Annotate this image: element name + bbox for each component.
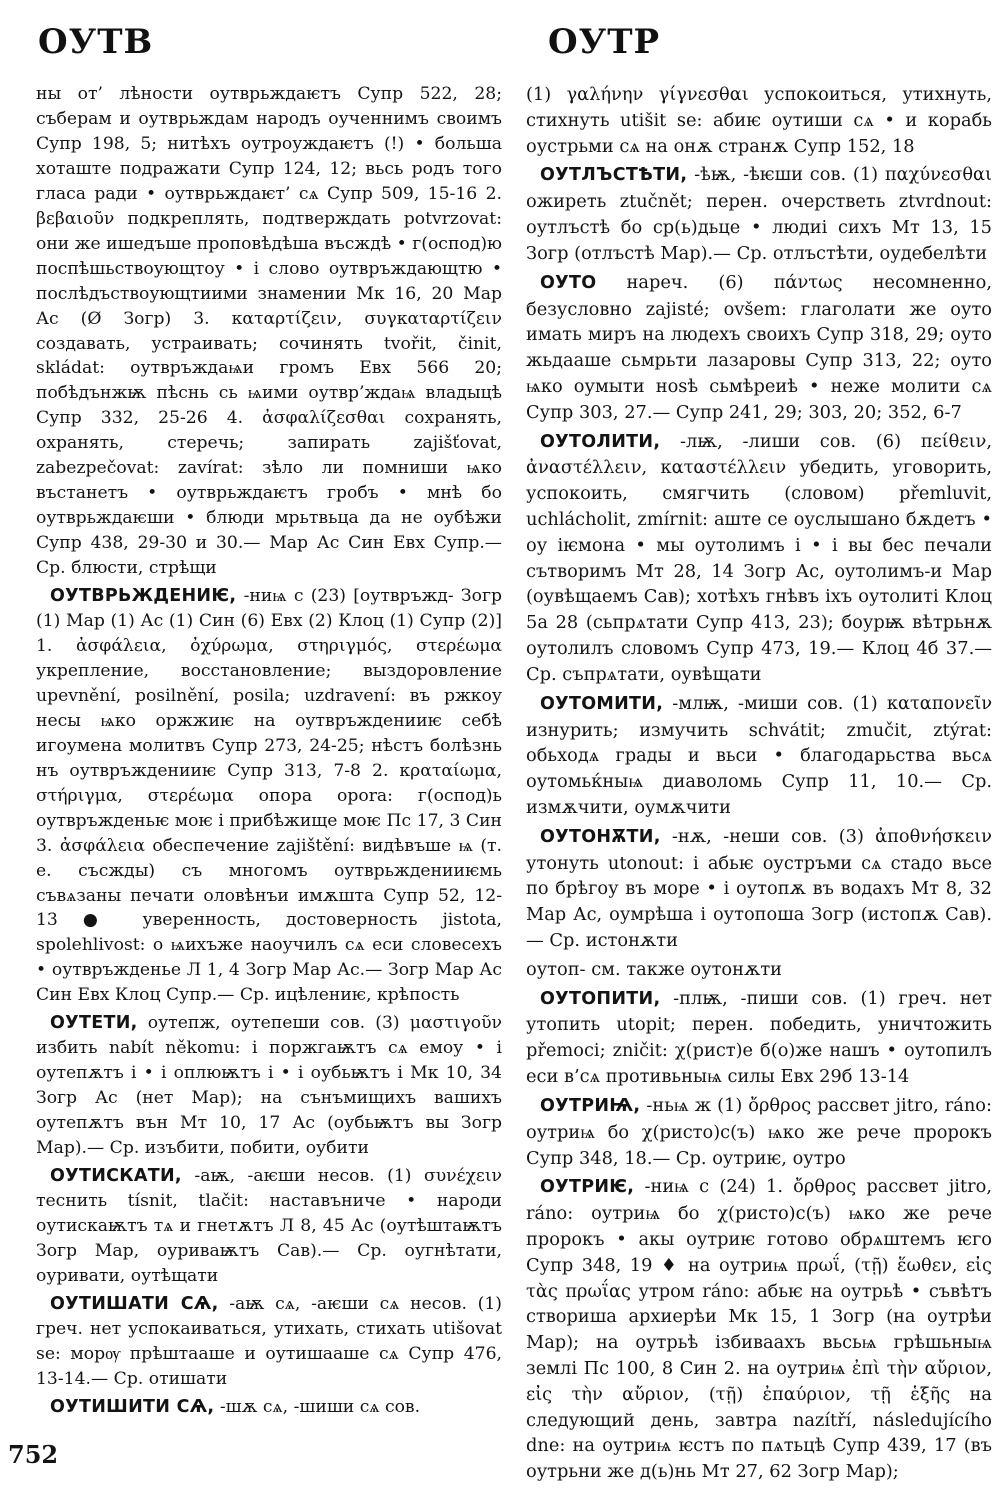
entry-body: -ѣѭ, -ѣѥши сов. (1) παχύνεσθαι ожиреть ztučnět; перен. очерстветь ztvrdnout: оутлъстѣ бо ср(ь)дьце • людиі сихъ Мт 13, 15 Зогр (отлъстѣ Мар).— Ср. отлъстѣти, оудебелѣти	[526, 164, 993, 264]
entry-headword: ОУТРИѨ,	[540, 1095, 641, 1116]
dictionary-entry-outomiti	[526, 691, 992, 821]
dictionary-entry-cont	[36, 82, 502, 581]
entry-body: -нѫ, -неши сов. (3) ἀποθνήσκειν утонуть utonout: і абьѥ оустръми сѧ стадо вьсе по брѣгоу въ море • і оутопѫ въ водахъ Мт 8, 32 Мар Ас, оумрѣша і оутопоша Зогр (истопѫ Сав).— Ср. истонѫти	[526, 825, 992, 951]
entry-body: -аѭ, -аѥши несов. (1) συνέχειν теснить tísnit, tlačit: наставъниче • народи оутискаѭтъ тѧ и гнетѫтъ Л 8, 45 Ас (оутѣштаѭтъ Зогр Мар, оуриваѭтъ Сав).— Ср. оугнѣтати, оуривати, оутѣщати	[36, 1165, 503, 1286]
entry-body: -шѫ сѧ, -шиши сѧ сов.	[219, 1396, 421, 1417]
entry-headword: ОУТОПИТИ,	[540, 988, 661, 1009]
dictionary-entry-outoliti	[526, 429, 992, 688]
entry-headword: ОУТРИѤ,	[540, 1177, 635, 1198]
entry-body: -млѭ, -миши сов. (1) καταπονεῖν изнурить; измучить schvátit; zmučit, ztýrat: обьходѧ грады и вьси • благодарьства вьсѧ оутомьќныѩ диаволомь Супр 11, 10.— Ср. измѫчити, оумѫчити	[526, 692, 992, 818]
entry-headword: ОУТОЛИТИ,	[540, 431, 661, 452]
dictionary-entry-outvrzhdenie	[36, 584, 502, 1008]
dictionary-entry-outeti	[36, 1011, 502, 1161]
entry-body: -аѭ сѧ, -аѥши сѧ несов. (1) греч. нет успокаиваться, утихать, стихать utišovat se: морѹ прѣштааше и оутишааше сѧ Супр 476, 13-14.— Ср. отишати	[36, 1293, 502, 1389]
entry-headword: ОУТОНѪТИ,	[540, 826, 661, 847]
dictionary-entry-outrie	[526, 1174, 992, 1485]
entry-headword: ОУТЕТИ,	[50, 1013, 138, 1034]
running-head-left: ОУТВ	[38, 22, 154, 62]
entry-headword: ОУТВРЬЖДЕНИѤ,	[50, 586, 237, 607]
entry-body: -ньѩ ж (1) ὄρθρος рассвет jitro, ráno: оутриѩ бо χ(ристо)с(ъ) ѩко же рече пророкъ Супр 348, 18.— Ср. оутриѥ, оутро	[526, 1094, 993, 1169]
entry-body: оутепж, оутепеши сов. (3) μαστιγοῦν избить nabít někomu: і поржгаѭтъ сѧ емоу • і оутепѫтъ і • і оплюѭтъ і • і оубьѭтъ і Мк 10, 34 Зогр Ас (нет Мар); на сънъмищихъ вашихъ оутепѫтъ вън Мт 10, 17 Ас (оубьѭтъ вы Зогр Мар).— Ср. изъбити, побити, оубити	[36, 1013, 502, 1159]
entry-headword: ОУТИСКАТИ,	[50, 1165, 182, 1186]
entry-body: нареч. (6) πάντως несомненно, безусловно zajisté; ovšem: глаголати же оуто имать миръ на людехъ своихъ Супр 318, 29; оуто жьдааше сьмрьти лазаровы Супр 313, 22; оуто ѩко оумыти ноѕѣ сьмѣреиѣ • неже молити сѧ Супр 303, 27.— Супр 241, 29; 303, 20; 352, 6-7	[526, 271, 992, 423]
entry-body: -ниѩ с (23) [оутвръжд- Зогр (1) Мар (1) Ас (1) Син (6) Евх (2) Клоц (1) Супр (2)] 1. ἀσφάλεια, ὀχύρωμα, στηριγμός, στερέωμα укрепление, восстановление; выздоровление upevnění, posilnění, posila; uzdravení: въ ржкоу несы ѩко оржжиѥ на оутвръжденииѥ себѣ игоумена молитвъ Супр 273, 24-25; нѣстъ болѣзнь нъ оутвръжденииѥ Супр 313, 7-8 2. κραταίωμα, στήριγμα, στερέωμα опора opora: г(оспод)ь оутвръжденьѥ моѥ і прибѣжище моѥ Пс 17, 3 Син 3. ἀσφάλεια обеспечение zajištění: видѣвъше ѩ (т. е. съсжды) съ многомъ оутврьжденииѥмь съвѧзаны печати оловѣнъи имѫшта Супр 52, 12-13 ● уверенность, достоверность jistota, spolehlivost: о ѩихъже наоучилъ сѧ еси словесехъ • оутвръжденье Л 1, 4 Зогр Мар Ас.— Зогр Мар Ас Син Евх Клоц Супр.— Ср. ицѣлениѥ, крѣпость	[36, 586, 502, 1006]
dictionary-entry-outo	[526, 270, 992, 426]
entry-body: оутоп- см. также оутонѫти	[526, 958, 783, 980]
dictionary-entry-outrina	[526, 1093, 992, 1171]
dictionary-entry-outonati	[526, 824, 992, 954]
entry-headword: ОУТИШАТИ СѦ,	[50, 1293, 219, 1314]
dictionary-entry-cont2	[526, 82, 992, 159]
entry-body: ны от’ лѣности оутврьждаѥтъ Супр 522, 28; съберaм и оутврьждaм народъ оученнимъ своимъ Супр 198, 5; нитѣхъ оутроуждаѥтъ (!) • больша хоташте подражати Супр 124, 12; вьсь родъ того гласа ради • оутврьждаѥт’ сѧ Супр 509, 15-16 2. βεβαιοῦν подкреплять, подтверждать potvrzovat: они же ишедъше проповѣдѣша въсждѣ • г(оспод)ю поспѣшьствоующтоу • і слово оутвръждающтю • послѣдъствоующтиими знамении Мк 16, 20 Мар Ас (Ø Зогр) 3. καταρτίζειν, συγκαταρτίζειν создавать, устраивать; сочинять tvořit, činit, skládat: оутвръждаѩи громъ Евх 566 20; побѣдънжѭ пѣснь сь ѩими оутвр’ждаѩ владыцѣ Супр 332, 25-26 4. ἀσφαλίζεσθαι сохранять, охранять, стеречь; запирать zajišťovat, zabezpečovat: zavírat: зѣло ли помниши ѩко въстанетъ • оутврьждаѥтъ гробъ • мнѣ бо оутврьждаѥши • блюди мрьтвьца да не оубѣжи Супр 438, 29-30 и 30.— Мар Ас Син Евх Супр.— Ср. блюсти, стрѣщи	[36, 84, 502, 579]
entry-headword: ОУТОМИТИ,	[540, 693, 664, 714]
entry-body: -лѭ, -лиши сов. (6) πείθειν, ἀναστέλλειν, καταστέλλειν убедить, уговорить, успокоить, смягчить (словом) přemluvit, uchlácholit, zmírnit: аште се оуслышано бѫдетъ • оу іѥмона • мы оутолимъ і • і вы бес печали сътворимъ Мт 28, 14 Зогр Ас, оутолимъ-и Мар (оувѣщаемъ Сав); хотѣхъ гнѣвъ іхъ оутолиті Клоц 5а 28 (сьпрѧтати Супр 413, 23); боурѭ вѣтрьнѫ оутолилъ словомъ Супр 473, 19.— Клоц 4б 37.— Ср. съпрѧтати, оувѣщати	[526, 430, 993, 685]
entry-body: (1) γαλήνην γίγνεσθαι успокоиться, утихнуть, стихнуть utišit se: абиѥ оутиши сѧ • и корабь оустрьми сѧ на онѫ странѫ Супр 152, 18	[526, 84, 992, 157]
page-number: 752	[8, 1440, 59, 1469]
entry-headword: ОУТИШИТИ СѦ,	[50, 1396, 215, 1417]
dictionary-entry-outishati	[36, 1292, 502, 1392]
dictionary-entry-outishiti	[36, 1395, 502, 1420]
entry-headword: ОУТО	[540, 272, 597, 293]
dictionary-entry-outopiti	[526, 986, 992, 1090]
dictionary-entry-outlasteti	[526, 162, 992, 266]
running-head-right: ОУТР	[548, 22, 661, 62]
dictionary-entry-outop_ref	[526, 957, 992, 983]
left-column	[36, 82, 502, 1423]
entry-body: -ниѩ с (24) 1. ὄρθρος рассвет jitro, ráno: оутриѩ бо χ(ристо)с(ъ) ѩко же рече пророкъ • акы оутриѥ готово обрѧштемъ ѥго Супр 348, 19 ♦ на оутриѩ πρωΐ, (τῇ) ἕωθεν, εἰς τὰς πρωΐας утром ráno: абьѥ на оутрьѣ • съвѣтъ створиша архиерѣи Мк 15, 1 Зогр (на оутрѣи Мар); на оутрьѣ ізбиваахъ вьсьѩ грѣшьныѩ землі Пс 100, 8 Син 2. на оутриѩ ἐπὶ τὴν αὔριον, εἰς τὴν αὔριον, (τῇ) ἐπαύριον, τῇ ἑξῆς на следующий день, завтра nazítří, následujícího dne: на оутриѩ ѥстъ по пѧтьцѣ Супр 439, 17 (въ оутрьни же д(ь)нь Мт 27, 62 Зогр Мар);	[526, 1176, 992, 1483]
entry-body: -плѭ, -пиши сов. (1) греч. нет утопить utopit; перен. победить, уничтожить přemoci; zničit: χ(рист)е б(о)же нашъ • оутопилъ еси в’сѧ противьныѩ силы Евх 29б 13-14	[526, 987, 992, 1088]
dictionary-entry-outiskati	[36, 1164, 502, 1289]
right-column	[526, 82, 992, 1488]
entry-headword: ОУТЛЪСТѢТИ,	[540, 165, 688, 186]
